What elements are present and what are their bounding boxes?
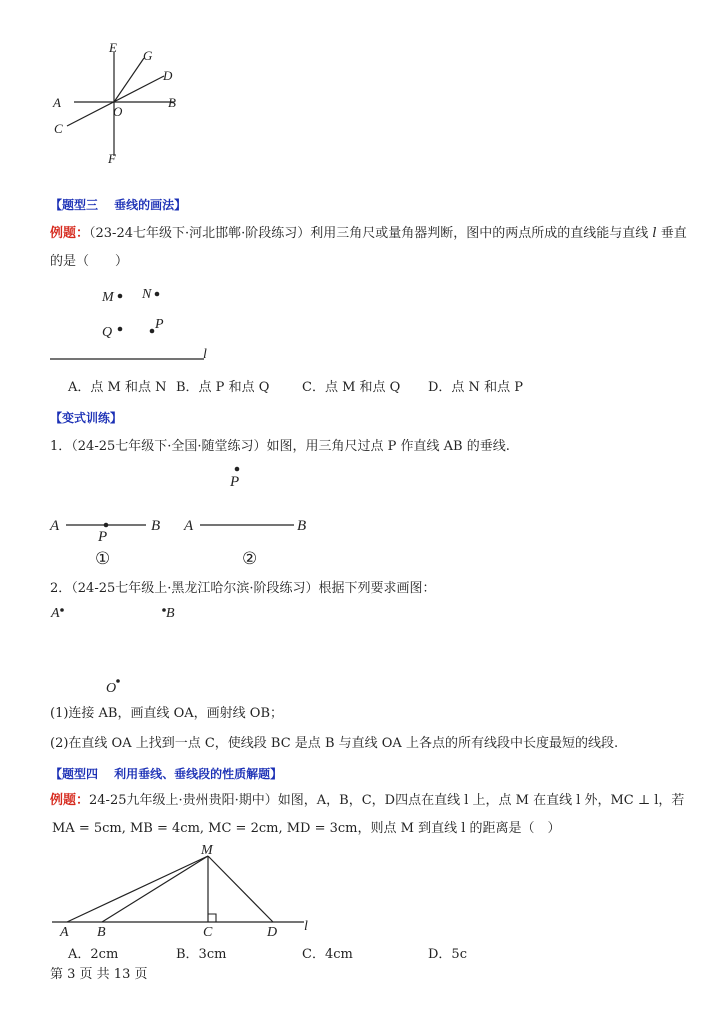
label-C: C bbox=[54, 121, 63, 136]
variant-q2-sub2: (2)在直线 OA 上找到一点 C，使线段 BC 是点 B 与直线 OA 上各点的所有线段中长度最短的线段. bbox=[50, 736, 619, 751]
label-B-q2: B bbox=[166, 606, 175, 621]
page-footer: 第 3 页 共 13 页 bbox=[50, 967, 148, 982]
option-4c[interactable]: C．4cm bbox=[302, 947, 353, 962]
label-P-2: P bbox=[230, 474, 240, 490]
example-text-4: 24-25九年级上·贵州贵阳·期中）如图，A，B，C，D四点在直线 l 上，点 M 在直线 l 外，MC ⊥ l，若 bbox=[89, 793, 685, 808]
label-C-4: C bbox=[203, 925, 213, 940]
section-4-example-line2: MA = 5cm, MB = 4cm, MC = 2cm, MD = 3cm，则点 M 到直线 l 的距离是（ ） bbox=[52, 821, 561, 836]
label-A-q2: A bbox=[51, 606, 60, 621]
label-l: l bbox=[203, 347, 207, 362]
label-M-4: M bbox=[201, 843, 213, 858]
label-F: F bbox=[108, 151, 116, 166]
option-4b[interactable]: B．3cm bbox=[176, 947, 227, 962]
variant-q2: 2．（24-25七年级上·黑龙江哈尔滨·阶段练习）根据下列要求画图： bbox=[50, 581, 436, 596]
example-text: （23-24七年级下·河北邯郸·阶段练习）利用三角尺或量角器判断，图中的两点所成的直线能与直线 bbox=[89, 226, 649, 241]
label-N: N bbox=[142, 287, 152, 302]
figure-triangle bbox=[40, 840, 330, 940]
label-B: B bbox=[168, 95, 176, 110]
section-4-title: 【题型四 利用垂线、垂线段的性质解题】 bbox=[50, 767, 283, 781]
label-E: E bbox=[109, 40, 117, 55]
figure-perpendicular-q1 bbox=[40, 462, 330, 572]
variant-q1: 1．（24-25七年级下·全国·随堂练习）如图，用三角尺过点 P 作直线 AB 的垂线. bbox=[50, 439, 510, 454]
label-Q: Q bbox=[102, 325, 113, 340]
option-4a[interactable]: A．2cm bbox=[68, 947, 119, 962]
label-M: M bbox=[102, 290, 114, 305]
figure-points-line bbox=[40, 278, 240, 368]
variant-title: 【变式训练】 bbox=[50, 411, 123, 425]
option-c[interactable]: C．点 M 和点 Q bbox=[302, 380, 401, 395]
label-B-4: B bbox=[97, 925, 106, 940]
section-3-title: 【题型三 垂线的画法】 bbox=[50, 198, 187, 212]
section-3-example-line2: 的是（ ） bbox=[50, 254, 129, 269]
example-tail: 垂直 bbox=[660, 226, 687, 241]
example-label: 例题： bbox=[50, 226, 90, 241]
label-A-2: A bbox=[184, 518, 194, 534]
label-B-1: B bbox=[151, 518, 161, 534]
figure-points-q2 bbox=[40, 600, 200, 700]
label-A-4: A bbox=[60, 925, 69, 940]
label-l-4: l bbox=[304, 919, 308, 934]
label-D: D bbox=[163, 68, 173, 83]
option-d[interactable]: D．点 N 和点 P bbox=[428, 380, 523, 395]
label-O: O bbox=[113, 104, 123, 119]
example-var: l bbox=[652, 226, 657, 241]
figure-intersecting-lines bbox=[40, 38, 200, 173]
option-a[interactable]: A．点 M 和点 N bbox=[68, 380, 167, 395]
label-G: G bbox=[143, 48, 153, 63]
circle-2: ② bbox=[242, 549, 258, 568]
option-b[interactable]: B．点 P 和点 Q bbox=[176, 380, 270, 395]
label-A: A bbox=[53, 95, 61, 110]
label-P-1: P bbox=[98, 529, 108, 545]
variant-q2-sub1: (1)连接 AB，画直线 OA，画射线 OB； bbox=[50, 706, 284, 721]
label-A-1: A bbox=[50, 518, 60, 534]
circle-1: ① bbox=[95, 549, 111, 568]
example-label-4: 例题： bbox=[50, 793, 90, 808]
section-4-example bbox=[50, 792, 684, 810]
label-D-4: D bbox=[267, 925, 278, 940]
section-3-example bbox=[50, 225, 687, 243]
option-4d[interactable]: D．5c bbox=[428, 947, 467, 962]
label-O-q2: O bbox=[106, 681, 117, 696]
label-B-2: B bbox=[297, 518, 307, 534]
label-P: P bbox=[155, 317, 164, 332]
